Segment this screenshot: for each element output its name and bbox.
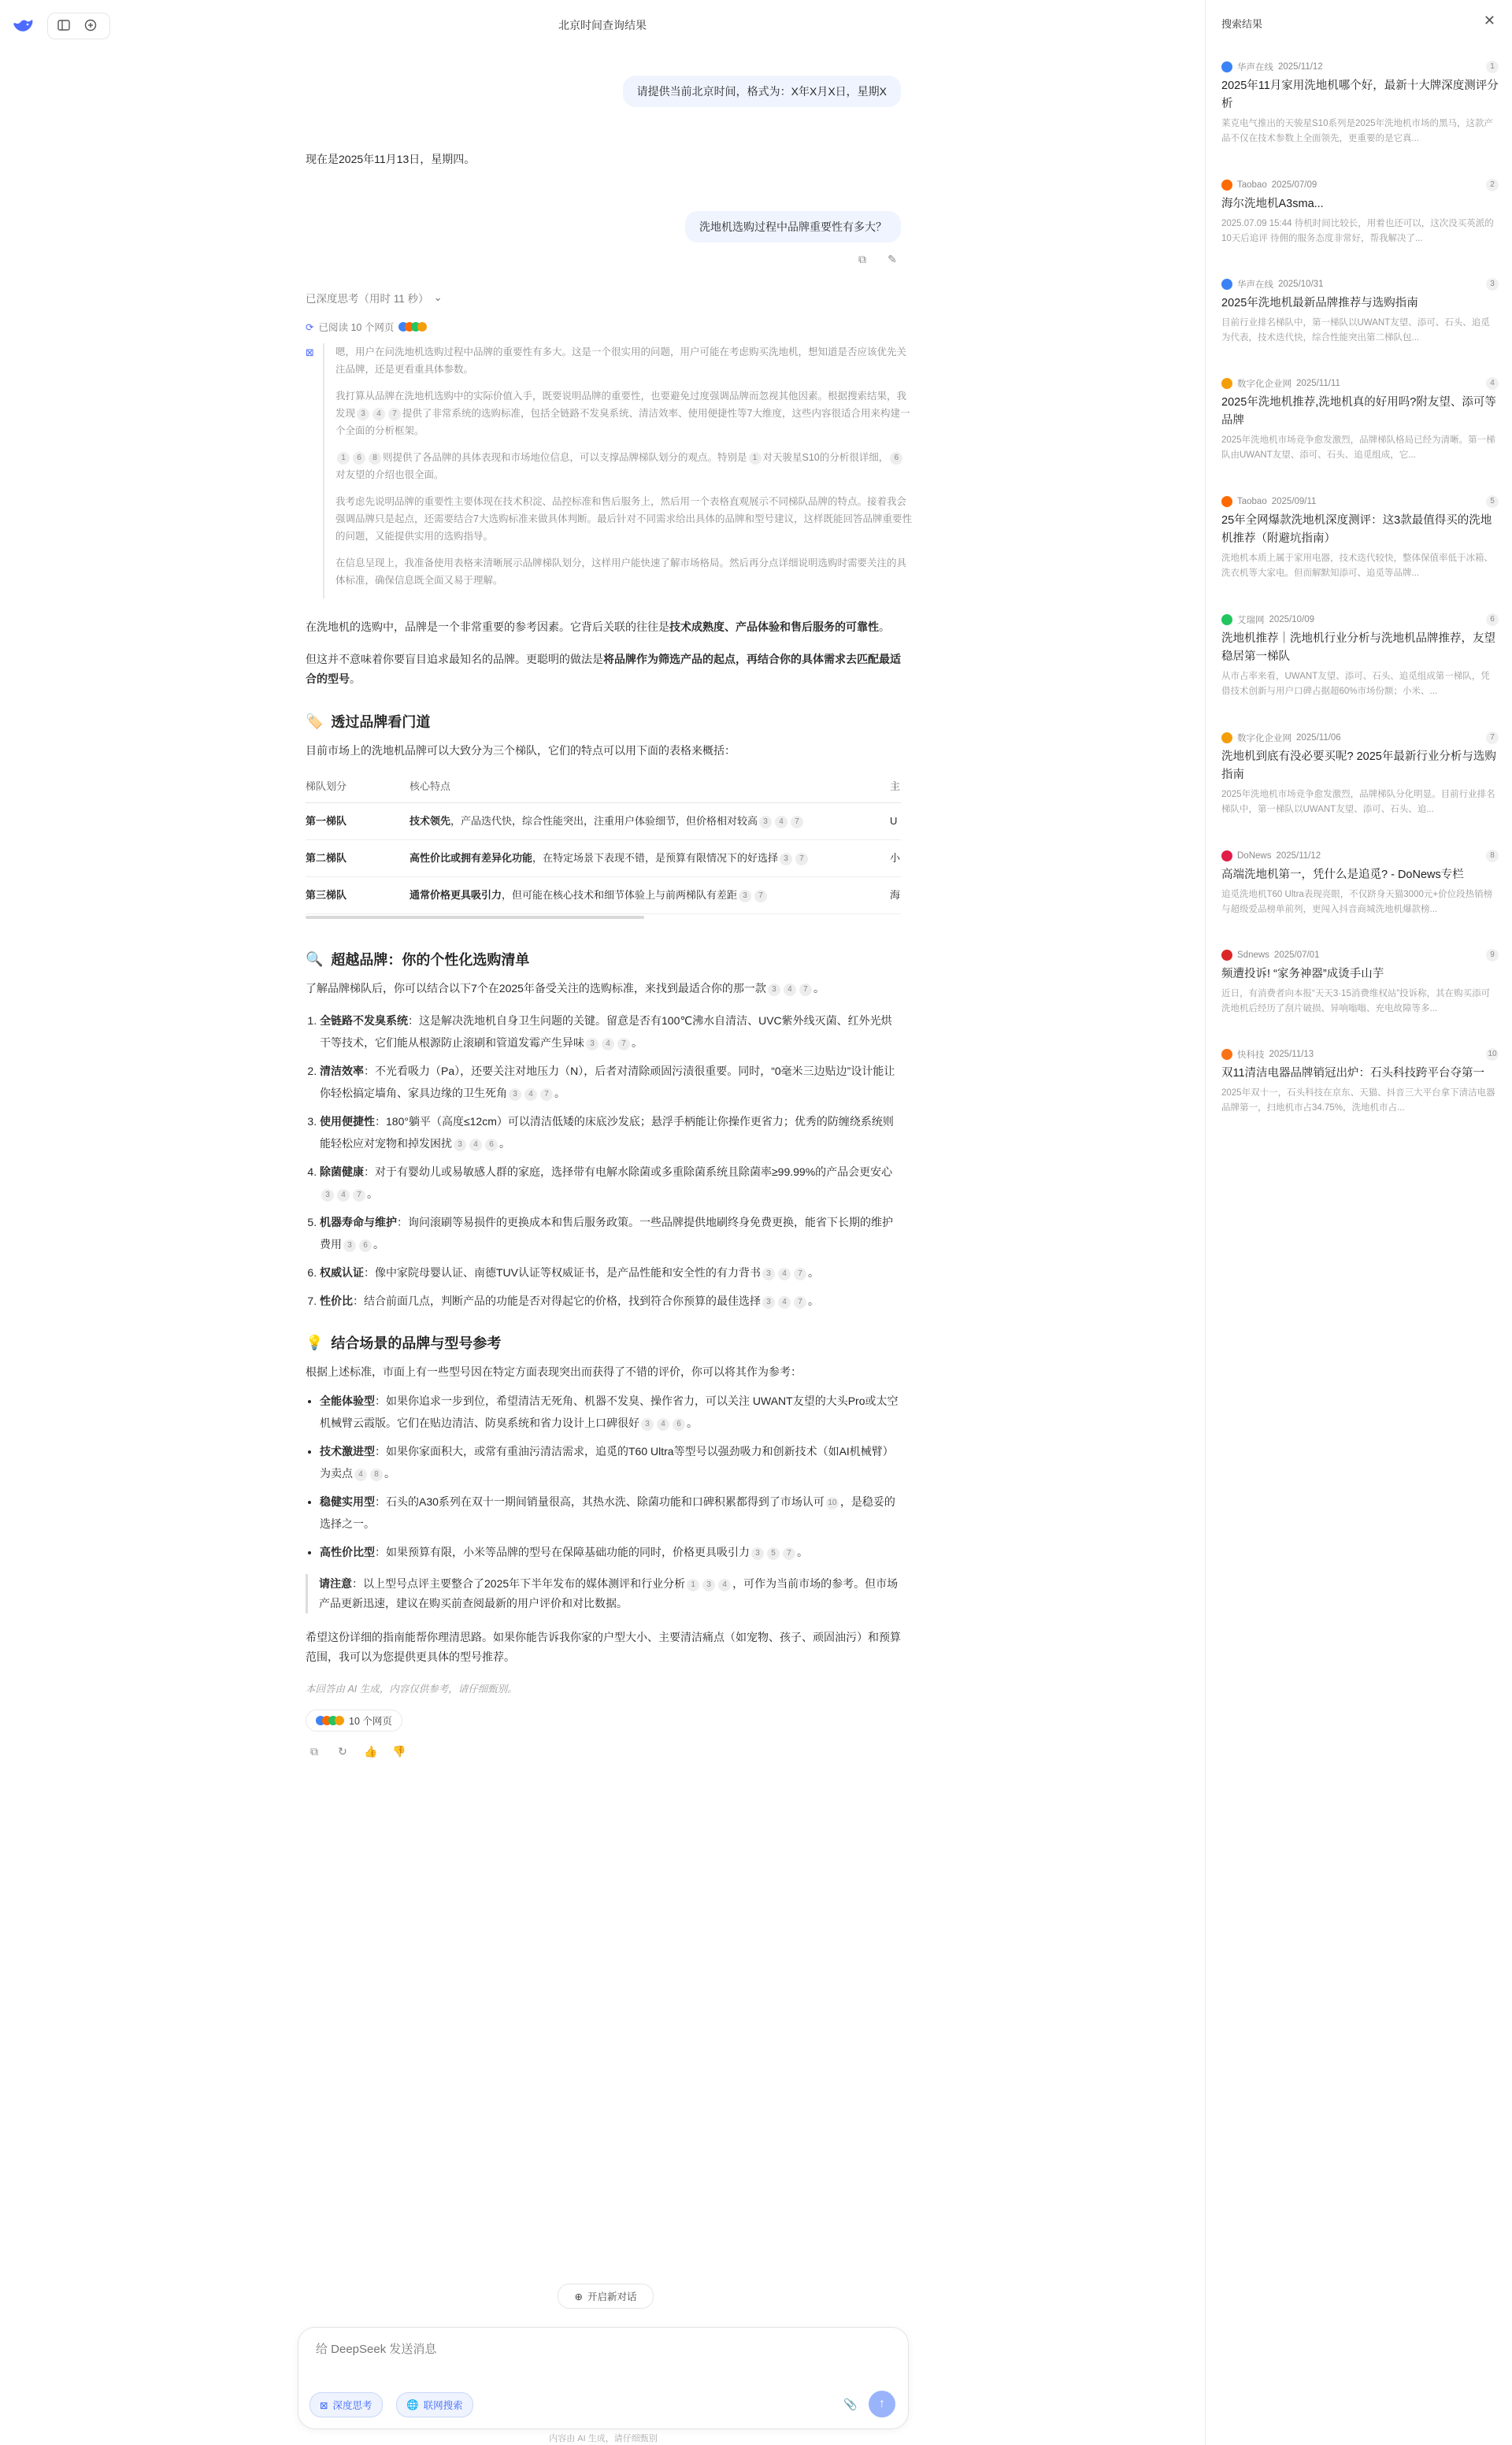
result-source: 华声在线 <box>1237 280 1273 290</box>
footer-note: 内容由 AI 生成，请仔细甄别 <box>549 2434 658 2443</box>
result-title[interactable]: 2025年11月家用洗地机哪个好，最新十大牌深度测评分析 <box>1221 80 1499 110</box>
tier-cell: 第一梯队 <box>306 803 410 840</box>
list-item: 7. 性价比：结合前面几点，判断产品的功能是否对得起它的价格，找到符合你预算的最佳选择 3 4 7 。 <box>320 1290 901 1312</box>
chevron-down-icon: ⌄ <box>433 291 443 303</box>
thinking-paragraph: 我打算从品牌在洗地机选购中的实际价值入手，既要说明品牌的重要性，也要避免过度强调品牌而忽视其他因素。根据搜索结果，我发现 3 4 7 提供了非常系统的选购标准，包括全链路不发臭系统、清洁效率、使用便捷性等7大维度，这些内容很适合用来构建一个全面的分析框架。 <box>335 391 910 436</box>
edit-icon[interactable]: ✎ <box>888 252 897 265</box>
brand-tier-table-wrapper[interactable] <box>306 769 901 919</box>
tag-icon: 🏷️ <box>306 713 324 729</box>
result-meta <box>1221 1047 1499 1061</box>
user-message-1: 请提供当前北京时间，格式为：X年X月X日，星期X <box>623 76 901 107</box>
source-favicon-icon <box>1221 180 1232 191</box>
result-source: 数字化企业网 <box>1237 734 1292 743</box>
answer-actions <box>306 1743 901 1760</box>
result-meta <box>1221 849 1499 863</box>
deep-think-toggle[interactable]: ⊠ 深度思考 <box>309 2392 383 2417</box>
table-header-cell: 梯队划分 <box>306 769 410 803</box>
result-title[interactable]: 洗地机到底有没必要买呢? 2025年最新行业分析与选购指南 <box>1221 750 1496 781</box>
result-date: 2025/11/06 <box>1296 733 1341 743</box>
list-item: 3. 使用便捷性：180°躺平（高度≤12cm）可以清洁低矮的床底沙发底；悬浮手柄能让你操作更省力；优秀的防缠绕系统则能轻松应对宠物和掉发困扰 3 4 6 。 <box>320 1110 901 1154</box>
thumbs-down-icon[interactable]: 👎 <box>392 1744 406 1758</box>
intro-paragraph-2: 但这并不意味着你要盲目追求最知名的品牌。更聪明的做法是将品牌作为筛选产品的起点，再结合你的具体需求去匹配最适合的型号。 <box>306 653 901 685</box>
result-title[interactable]: 高端洗地机第一，凭什么是追觅? - DoNews专栏 <box>1221 869 1464 881</box>
result-title[interactable]: 双11清洁电器品牌销冠出炉：石头科技跨平台夺第一 <box>1221 1067 1485 1080</box>
list-item: 1. 全链路不发臭系统：这是解决洗地机自身卫生问题的关键。留意是否有100℃沸水自清洁、UVC紫外线灭菌、红外光烘干等技术，它们能从根源防止滚刷和管道发霉产生异味 3 4 7 。 <box>320 1009 901 1054</box>
list-item: 5. 机器寿命与维护：询问滚刷等易损件的更换成本和售后服务政策。一些品牌提供地刷终身免费更换，能省下长期的维护费用 3 6 。 <box>320 1211 901 1255</box>
thinking-paragraph: 在信息呈现上，我准备使用表格来清晰展示品牌梯队划分，这样用户能快速了解市场格局。然后再分点详细说明选购时需要关注的具体标准，确保信息既全面又易于理解。 <box>335 558 907 586</box>
section3-lead: 根据上述标准，市面上有一些型号因在特定方面表现突出而获得了不错的评价，你可以将其作为参考： <box>306 1365 802 1378</box>
result-snippet: 2025年洗地机市场竞争愈发激烈，品牌梯队格局已经为清晰。第一梯队由UWANT友望、添可、石头、追觅组成，它... <box>1221 435 1495 460</box>
result-date: 2025/11/12 <box>1276 851 1321 861</box>
sources-row <box>306 1710 901 1732</box>
tier-cell: 第二梯队 <box>306 840 410 877</box>
result-index-badge: 10 <box>1486 1048 1499 1061</box>
assistant-answer-1: 现在是2025年11月13日，星期四。 <box>306 153 476 165</box>
result-snippet: 莱克电气推出的天骏星S10系列是2025年洗地机市场的黑马，这款产品不仅在技术参数上全面领先，更重要的是它真... <box>1221 119 1494 143</box>
result-date: 2025/11/12 <box>1278 62 1323 72</box>
list-item: • 技术激进型：如果你家面积大，或常有重油污清洁需求，追觅的T60 Ultra等型号以强劲吸力和创新技术（如AI机械臂）为卖点 4 8 。 <box>320 1440 901 1484</box>
result-meta <box>1221 495 1499 509</box>
top-bar <box>0 0 1205 50</box>
copy-icon[interactable]: ⧉ <box>858 252 866 265</box>
source-favicon-icon <box>1221 378 1232 389</box>
result-snippet: 追觅洗地机T60 Ultra表现亮眼，不仅跻身天猫3000元+价位段热销榜与超级爱品榜单前列，更闯入抖音商城洗地机爆款榜... <box>1221 890 1493 914</box>
source-favicon-icon <box>1221 1049 1232 1060</box>
table-header-cell: 主 <box>890 769 901 803</box>
web-search-toggle[interactable]: 🌐 联网搜索 <box>396 2392 473 2417</box>
regenerate-icon[interactable]: ↻ <box>338 1744 347 1758</box>
table-row <box>306 840 901 877</box>
result-meta <box>1221 60 1499 74</box>
search-result-item[interactable] <box>1221 60 1499 146</box>
list-item: • 全能体验型：如果你追求一步到位，希望清洁无死角、机器不发臭、操作省力，可以关注 UWANT友望的大头Pro或太空机械臂云霞版。它们在贴边清洁、防臭系统和省力设计上口碑很好 3 4 6 。 <box>320 1390 901 1434</box>
section2-lead: 了解品牌梯队后，你可以结合以下7个在2025年备受关注的选购标准，来找到最适合你的那一款 3 4 7 。 <box>306 982 825 995</box>
recommendation-list <box>306 1390 901 1563</box>
copy-icon[interactable]: ⧉ <box>310 1744 318 1758</box>
new-chat-button[interactable]: ⊕ 开启新对话 <box>558 2284 654 2309</box>
table-row <box>306 803 901 840</box>
result-source: 艾瑞网 <box>1237 616 1265 625</box>
table-row <box>306 877 901 914</box>
ai-disclaimer: 本回答由 AI 生成，内容仅供参考，请仔细甄别。 <box>306 1684 517 1695</box>
result-snippet: 近日，有消费者向本报“天天3·15消费维权站”投诉称，其在购买添可洗地机后经历了刮片破损、异响嗡嗡、充电故障等多... <box>1221 989 1491 1013</box>
table-header-cell: 核心特点 <box>410 769 890 803</box>
result-title[interactable]: 2025年洗地机推荐,洗地机真的好用吗?附友望、添可等品牌 <box>1221 396 1496 427</box>
source-favicon-icon <box>1221 732 1232 743</box>
user-message-2: 洗地机选购过程中品牌重要性有多大？ <box>685 211 901 243</box>
thinking-paragraph: 嗯，用户在问洗地机选购过程中品牌的重要性有多大。这是一个很实用的问题，用户可能在考虑购买洗地机，想知道是否应该优先关注品牌，还是更看重具体参数。 <box>335 346 907 375</box>
result-source: Taobao <box>1237 497 1267 506</box>
result-date: 2025/11/13 <box>1269 1050 1314 1059</box>
result-source: 数字化企业网 <box>1237 380 1292 389</box>
page-title: 北京时间查询结果 <box>558 19 647 31</box>
closing-paragraph: 希望这份详细的指南能帮你理清思路。如果你能告诉我你家的户型大小、主要清洁痛点（如宠物、孩子、顽固油污）和预算范围，我可以为您提供更具体的型号推荐。 <box>306 1631 901 1663</box>
source-favicon-icon <box>1221 614 1232 625</box>
result-date: 2025/10/31 <box>1278 280 1324 289</box>
read-pages-row[interactable] <box>306 320 427 334</box>
send-button[interactable] <box>869 2391 895 2417</box>
result-meta <box>1221 178 1499 192</box>
result-source: 快科技 <box>1237 1050 1265 1060</box>
search-result-item[interactable] <box>1221 731 1499 817</box>
result-index-badge: 4 <box>1486 377 1499 390</box>
section-heading-checklist: 🔍 超越品牌：你的个性化选购清单 <box>306 950 530 968</box>
result-title[interactable]: 频遭投诉! “家务神器”成烫手山芋 <box>1221 968 1384 980</box>
list-item: 2. 清洁效率：不光看吸力（Pa），还要关注对地压力（N），后者对清除顽固污渍很重要。同时，“0毫米三边贴边”设计能让你轻松搞定墙角、家具边缘的卫生死角 3 4 7 。 <box>320 1060 901 1104</box>
source-favicons <box>316 1716 344 1725</box>
search-panel-title: 搜索结果 <box>1221 18 1263 30</box>
message-composer <box>298 2327 909 2429</box>
result-index-badge: 7 <box>1486 732 1499 744</box>
user-message-actions <box>854 250 901 268</box>
result-meta <box>1221 948 1499 962</box>
source-favicon-icon <box>1221 61 1232 72</box>
search-result-item[interactable] <box>1221 376 1499 463</box>
result-index-badge: 8 <box>1486 850 1499 862</box>
result-meta <box>1221 731 1499 745</box>
feature-cell: 高性价比或拥有差异化功能，在特定场景下表现不错，是预算有限情况下的好选择 3 7 <box>410 840 890 877</box>
attachment-icon[interactable]: 📎 <box>843 2397 858 2410</box>
message-input[interactable] <box>314 2339 884 2373</box>
result-snippet: 从市占率来看，UWANT友望、添可、石头、追觅组成第一梯队，凭借技术创新与用户口碑占据超60%市场份额；小米、... <box>1221 672 1490 696</box>
thinking-content <box>323 343 914 598</box>
result-index-badge: 9 <box>1486 949 1499 961</box>
deep-think-icon: ⊠ <box>320 2399 328 2411</box>
result-snippet: 洗地机本质上属于家用电器，技术迭代较快，整体保值率低于冰箱、洗衣机等大家电。但而解默知添可、追觅等品牌... <box>1221 554 1493 578</box>
result-source: Taobao <box>1237 180 1267 190</box>
brand-cell: 小 <box>890 840 901 877</box>
list-item: • 稳健实用型：石头的A30系列在双十一期间销量很高，其热水洗、除菌功能和口碑积累都得到了市场认可 10 ，是稳妥的选择之一。 <box>320 1491 901 1535</box>
source-favicons <box>398 322 427 332</box>
brand-cell: U <box>890 803 901 840</box>
section1-lead: 目前市场上的洗地机品牌可以大致分为三个梯队，它们的特点可以用下面的表格来概括： <box>306 744 736 757</box>
source-favicon-icon <box>1221 950 1232 961</box>
feature-cell: 技术领先，产品迭代快，综合性能突出，注重用户体验细节，但价格相对较高 3 4 7 <box>410 803 890 840</box>
result-date: 2025/10/09 <box>1269 615 1315 624</box>
list-item: 6. 权威认证：像中家院母婴认证、南德TUV认证等权威证书，是产品性能和安全性的有力背书 3 4 7 。 <box>320 1261 901 1284</box>
section-heading-brand-tiers: 🏷️ 透过品牌看门道 <box>306 713 431 730</box>
search-result-item[interactable] <box>1221 948 1499 1017</box>
result-source: DoNews <box>1237 851 1272 861</box>
result-index-badge: 3 <box>1486 278 1499 291</box>
intro-paragraph-1: 在洗地机的选购中，品牌是一个非常重要的参考因素。它背后关联的往往是技术成熟度、产品体验和售后服务的可靠性。 <box>306 621 890 633</box>
result-date: 2025/09/11 <box>1271 497 1317 506</box>
result-date: 2025/07/09 <box>1271 180 1317 190</box>
search-result-item[interactable] <box>1221 1047 1499 1116</box>
table-header-row <box>306 769 901 803</box>
result-title[interactable]: 25年全网爆款洗地机深度测评：这3款最值得买的洗地机推荐（附避坑指南） <box>1221 514 1492 545</box>
thinking-toggle[interactable] <box>306 290 443 306</box>
note-block: 请注意：以上型号点评主要整合了2025年下半年发布的媒体测评和行业分析 1 3 4 ，可作为当前市场的参考。但市场产品更新迅速，建议在购买前查阅最新的用户评价和对比数据。 <box>306 1574 901 1613</box>
source-favicon-icon <box>1221 850 1232 861</box>
tier-cell: 第三梯队 <box>306 877 410 914</box>
feature-cell: 通常价格更具吸引力，但可能在核心技术和细节体验上与前两梯队有差距 3 7 <box>410 877 890 914</box>
thinking-paragraph: 1 6 8 则提供了各品牌的具体表现和市场地位信息，可以支撑品牌梯队划分的观点。特别是 1 对天骏星S10的分析很详细， 6对友望的介绍也很全面。 <box>335 449 914 483</box>
thumbs-up-icon[interactable]: 👍 <box>364 1744 378 1758</box>
table-scrollbar[interactable] <box>306 916 644 919</box>
result-index-badge: 1 <box>1486 61 1499 73</box>
result-snippet: 2025年洗地机市场竞争愈发激烈，品牌梯队分化明显。目前行业排名梯队中，第一梯队以UWANT友望、添可、石头、追... <box>1221 790 1495 814</box>
checklist <box>306 1009 901 1312</box>
read-pages-label: 已阅读 10 个网页 <box>318 322 395 333</box>
search-result-item[interactable] <box>1221 277 1499 346</box>
search-result-item[interactable] <box>1221 495 1499 581</box>
search-results-panel <box>1205 0 1512 2445</box>
result-index-badge: 2 <box>1486 179 1499 191</box>
thinking-paragraph: 我考虑先说明品牌的重要性主要体现在技术积淀、品控标准和售后服务上，然后用一个表格直观展示不同梯队品牌的特点。接着我会强调品牌只是起点，还需要结合7大选购标准来做具体判断。最后针对不同需求给出具体的品牌和型号建议，这样既能回答品牌重要性的问题，又能提供实用的选购指导。 <box>335 496 912 542</box>
result-title[interactable]: 海尔洗地机A3sma... <box>1221 198 1324 210</box>
lightbulb-icon: 💡 <box>306 1334 324 1350</box>
brand-tier-table <box>306 769 901 914</box>
search-result-item[interactable] <box>1221 613 1499 699</box>
result-date: 2025/11/11 <box>1296 379 1340 388</box>
result-snippet: 2025年双十一，石头科技在京东、天猫、抖音三大平台拿下清洁电器品牌第一，扫地机市占34.75%，洗地机市占... <box>1221 1088 1495 1113</box>
source-favicon-icon <box>1221 496 1232 507</box>
result-meta <box>1221 277 1499 291</box>
globe-icon: 🌐 <box>406 2399 419 2410</box>
search-result-item[interactable] <box>1221 178 1499 246</box>
brand-cell: 海 <box>890 877 901 914</box>
new-chat-icon: ⊕ <box>574 2291 583 2302</box>
arrow-up-icon: ↑ <box>879 2397 885 2410</box>
section-heading-recommendations: 💡 结合场景的品牌与型号参考 <box>306 1334 502 1351</box>
thinking-header: 已深度思考（用时 11 秒） <box>306 293 429 305</box>
result-title[interactable]: 2025年洗地机最新品牌推荐与选购指南 <box>1221 297 1418 309</box>
result-meta <box>1221 376 1499 391</box>
list-item: 4. 除菌健康：对于有婴幼儿或易敏感人群的家庭，选择带有电解水除菌或多重除菌系统且除菌率≥99.99%的产品会更安心3 4 7 。 <box>320 1161 901 1205</box>
search-check-icon: ⟳ <box>306 321 314 333</box>
close-icon[interactable]: ✕ <box>1483 13 1495 28</box>
sources-chip[interactable]: 10 个网页 <box>306 1710 402 1732</box>
search-result-item[interactable] <box>1221 849 1499 917</box>
result-date: 2025/07/01 <box>1273 950 1320 960</box>
result-source: 华声在线 <box>1237 63 1273 72</box>
result-title[interactable]: 洗地机推荐｜洗地机行业分析与洗地机品牌推荐，友望稳居第一梯队 <box>1221 632 1495 663</box>
list-item: • 高性价比型：如果预算有限，小米等品牌的型号在保障基础功能的同时，价格更具吸引力 3 5 7 。 <box>320 1541 901 1563</box>
source-favicon-icon <box>1221 279 1232 290</box>
result-index-badge: 5 <box>1486 495 1499 508</box>
result-snippet: 2025.07.09 15:44 待机时间比较长，用着也还可以，这次没买英派的 10天后追评 待佣的服务态度非常好，帮我解决了... <box>1221 219 1494 243</box>
result-meta <box>1221 613 1499 627</box>
answer-body <box>306 617 901 1760</box>
result-snippet: 目前行业排名梯队中，第一梯队以UWANT友望、添可、石头、追觅为代表，技术迭代快，综合性能突出第二梯队包... <box>1221 318 1490 343</box>
magnifier-icon: 🔍 <box>306 950 324 967</box>
result-source: Sdnews <box>1237 950 1269 960</box>
result-index-badge: 6 <box>1486 613 1499 626</box>
thinking-bullet-icon: ⊠ <box>306 346 314 358</box>
